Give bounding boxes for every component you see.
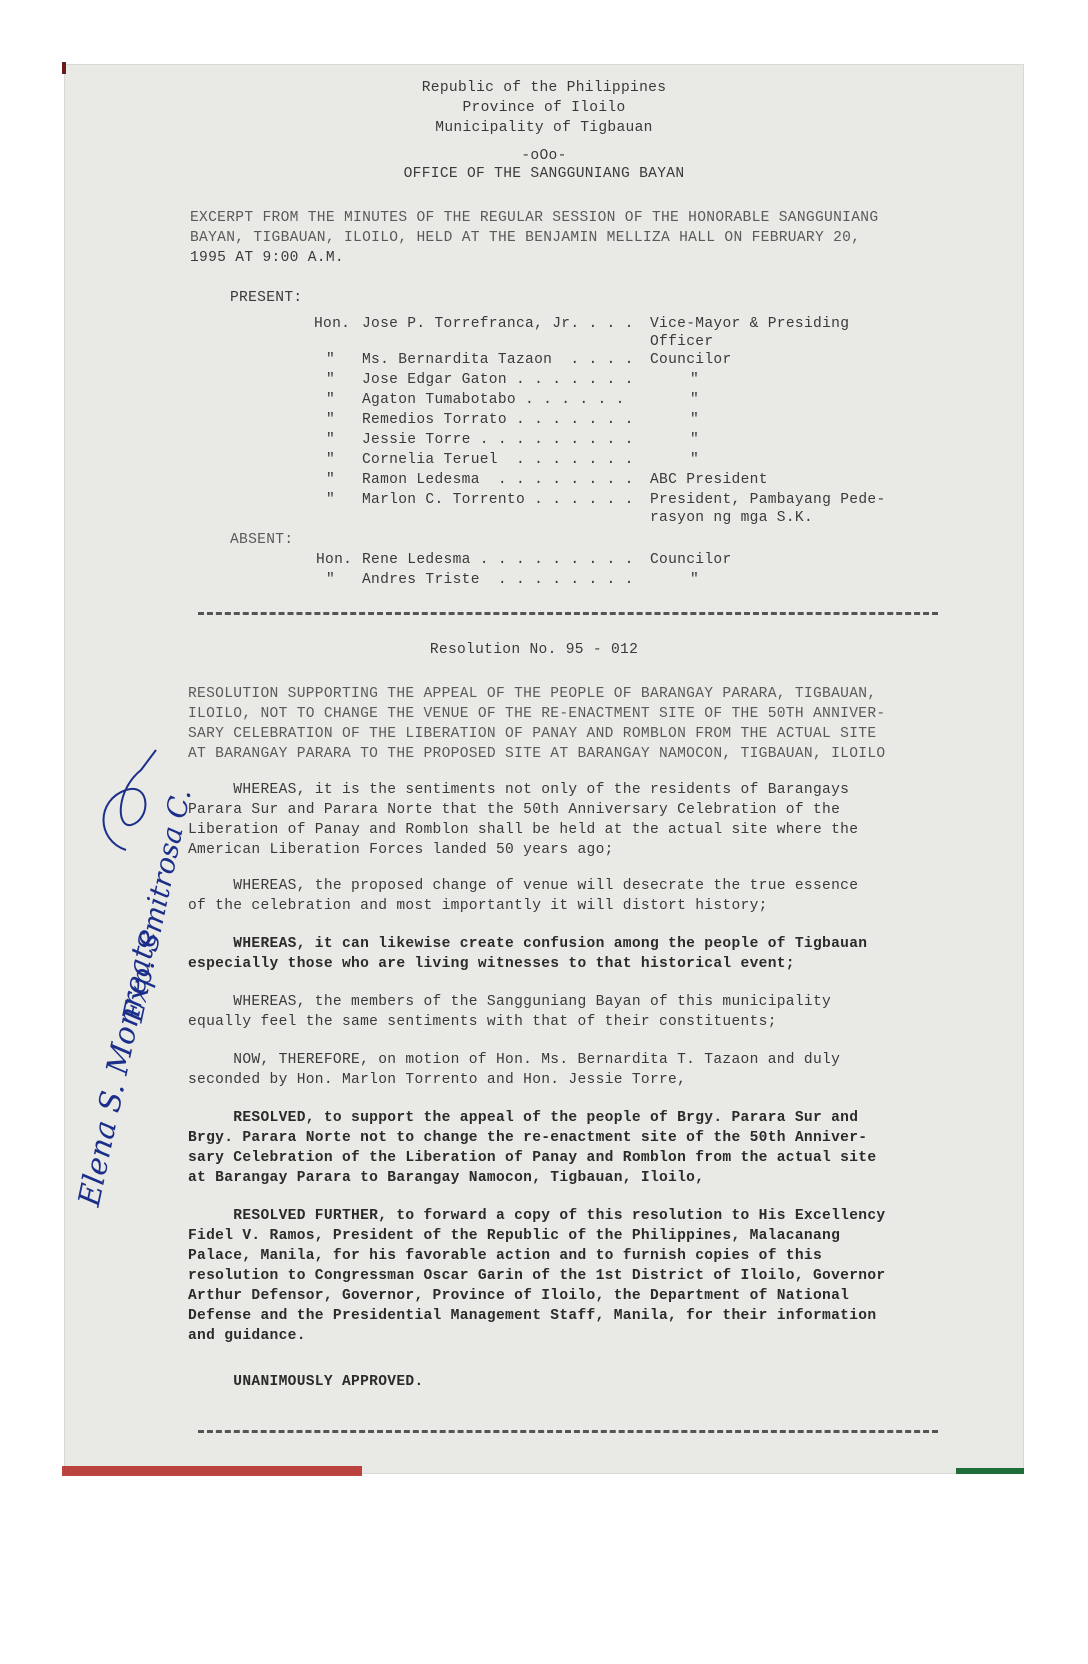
attendee-name: Cornelia Teruel . . . . . . . [362, 452, 634, 468]
resolution-title-line: SARY CELEBRATION OF THE LIBERATION OF PANAY AND ROMBLON FROM THE ACTUAL SITE [188, 726, 877, 742]
attendee-name: Agaton Tumabotabo . . . . . . [362, 392, 625, 408]
attendee-honorific: Hon. [314, 316, 351, 332]
attendee-position-cont: Officer [650, 334, 714, 350]
excerpt-line: EXCERPT FROM THE MINUTES OF THE REGULAR SESSION OF THE HONORABLE SANGGUNIANG [190, 210, 879, 226]
attendee-name: Marlon C. Torrento . . . . . . [362, 492, 634, 508]
resolution-title-line: RESOLUTION SUPPORTING THE APPEAL OF THE PEOPLE OF BARANGAY PARARA, TIGBAUAN, [188, 686, 877, 702]
absentee-position: Councilor [650, 552, 732, 568]
body-line: WHEREAS, the proposed change of venue will desecrate the true essence [188, 878, 859, 894]
body-line: especially those who are living witnesses to that historical event; [188, 956, 795, 972]
excerpt-line: 1995 AT 9:00 A.M. [190, 250, 344, 266]
body-line: Brgy. Parara Norte not to change the re-enactment site of the 50th Anniver- [188, 1130, 868, 1146]
body-line: resolution to Congressman Oscar Garin of the 1st District of Iloilo, Governor [188, 1268, 886, 1284]
approval-statement: UNANIMOUSLY APPROVED. [188, 1374, 424, 1390]
attendee-honorific: " [326, 372, 336, 388]
header-province: Province of Iloilo [462, 100, 626, 116]
folder-edge-green [956, 1468, 1024, 1474]
bottom-divider [198, 1430, 938, 1433]
attendee-position: ABC President [650, 472, 768, 488]
body-line: Parara Sur and Parara Norte that the 50th Anniversary Celebration of the [188, 802, 841, 818]
body-line: Fidel V. Ramos, President of the Republic of the Philippines, Malacanang [188, 1228, 841, 1244]
section-divider [198, 612, 938, 615]
attendee-name: Jessie Torre . . . . . . . . . [362, 432, 634, 448]
binding-edge [62, 62, 66, 74]
absentee-position: " [690, 572, 700, 588]
body-line: of the celebration and most importantly it will distort history; [188, 898, 768, 914]
body-line: equally feel the same sentiments with that of their constituents; [188, 1014, 777, 1030]
absentee-name: Rene Ledesma . . . . . . . . . [362, 552, 634, 568]
body-line: Liberation of Panay and Romblon shall be held at the actual site where the [188, 822, 859, 838]
body-line: Arthur Defensor, Governor, Province of Iloilo, the Department of National [188, 1288, 850, 1304]
attendee-position: " [690, 392, 700, 408]
folder-edge-red [62, 1466, 362, 1476]
attendee-honorific: " [326, 412, 336, 428]
present-label: PRESENT: [230, 290, 303, 306]
attendee-honorific: " [326, 432, 336, 448]
attendee-position: President, Pambayang Pede- [650, 492, 886, 508]
body-line: sary Celebration of the Liberation of Panay and Romblon from the actual site [188, 1150, 877, 1166]
resolution-number: Resolution No. 95 - 012 [429, 642, 639, 658]
absentee-honorific: " [326, 572, 336, 588]
attendee-position-cont: rasyon ng mga S.K. [650, 510, 814, 526]
absent-label: ABSENT: [230, 532, 294, 548]
attendee-position: Vice-Mayor & Presiding [650, 316, 850, 332]
header-republic: Republic of the Philippines [421, 80, 667, 96]
attendee-name: Ms. Bernardita Tazaon . . . . [362, 352, 634, 368]
body-line: RESOLVED, to support the appeal of the people of Brgy. Parara Sur and [188, 1110, 859, 1126]
body-line: Defense and the Presidential Management Staff, Manila, for their information [188, 1308, 877, 1324]
attendee-honorific: " [326, 452, 336, 468]
attendee-position: " [690, 372, 700, 388]
handwritten-signature: Elena S. Monreate [72, 925, 165, 1210]
body-line: at Barangay Parara to Barangay Namocon, Tigbauan, Iloilo, [188, 1170, 705, 1186]
attendee-honorific: " [326, 352, 336, 368]
header-office: OFFICE OF THE SANGGUNIANG BAYAN [403, 166, 685, 182]
body-line: and guidance. [188, 1328, 306, 1344]
attendee-name: Jose P. Torrefranca, Jr. . . . [362, 316, 634, 332]
body-line: seconded by Hon. Marlon Torrento and Hon. Jessie Torre, [188, 1072, 687, 1088]
body-line: NOW, THEREFORE, on motion of Hon. Ms. Bernardita T. Tazaon and duly [188, 1052, 841, 1068]
attendee-honorific: " [326, 392, 336, 408]
attendee-name: Remedios Torrato . . . . . . . [362, 412, 634, 428]
attendee-name: Ramon Ledesma . . . . . . . . [362, 472, 634, 488]
attendee-position: " [690, 412, 700, 428]
attendee-honorific: " [326, 472, 336, 488]
body-line: Palace, Manila, for his favorable action and to furnish copies of this [188, 1248, 823, 1264]
excerpt-line: BAYAN, TIGBAUAN, ILOILO, HELD AT THE BENJAMIN MELLIZA HALL ON FEBRUARY 20, [190, 230, 861, 246]
resolution-title-line: ILOILO, NOT TO CHANGE THE VENUE OF THE RE-ENACTMENT SITE OF THE 50TH ANNIVER- [188, 706, 886, 722]
body-line: WHEREAS, it is the sentiments not only of the residents of Barangays [188, 782, 850, 798]
attendee-position: Councilor [650, 352, 732, 368]
body-line: American Liberation Forces landed 50 years ago; [188, 842, 614, 858]
absentee-name: Andres Triste . . . . . . . . [362, 572, 634, 588]
attendee-honorific: " [326, 492, 336, 508]
attendee-position: " [690, 432, 700, 448]
attendee-name: Jose Edgar Gaton . . . . . . . [362, 372, 634, 388]
resolution-title-line: AT BARANGAY PARARA TO THE PROPOSED SITE AT BARANGAY NAMOCON, TIGBAUAN, ILOILO [188, 746, 886, 762]
absentee-honorific: Hon. [316, 552, 353, 568]
body-line: WHEREAS, the members of the Sangguniang Bayan of this municipality [188, 994, 832, 1010]
attendee-position: " [690, 452, 700, 468]
body-line: WHEREAS, it can likewise create confusion among the people of Tigbauan [188, 936, 868, 952]
handwritten-signature: Exp. Smitrosa C. [116, 785, 198, 1025]
header-separator: -oOo- [521, 148, 567, 164]
signature-scribble-icon [56, 730, 176, 870]
body-line: RESOLVED FURTHER, to forward a copy of this resolution to His Excellency [188, 1208, 886, 1224]
header-municipality: Municipality of Tigbauan [435, 120, 653, 136]
